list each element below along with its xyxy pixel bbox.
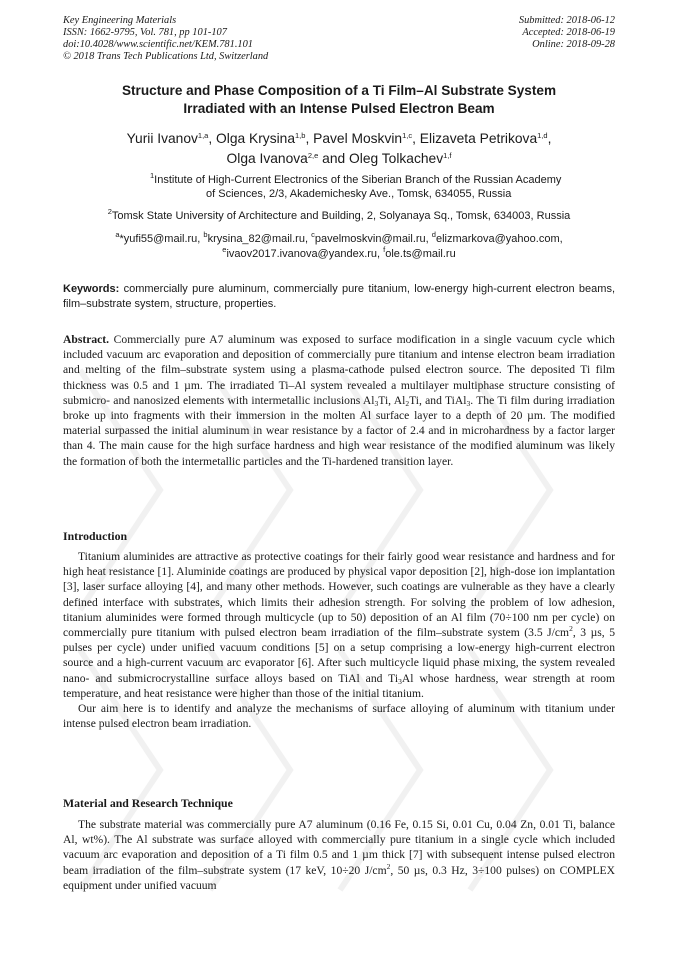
email-sup: d bbox=[431, 230, 436, 239]
paragraph-text: , 3 µs, 5 pulses per cycle) under unified vacuum conditions [5] on a setup comprising a low-energy high-current electron source and a high-current vacuum arc evaporator [6]. After such multicycle liquid phase mixing, the system revealed nano- and submicrocrystalline surface alloys based on TiAl and Ti bbox=[63, 626, 615, 685]
author-name: Pavel Moskvin bbox=[313, 131, 403, 146]
author-sep: , bbox=[208, 131, 213, 146]
abstract-text: Ti, Al bbox=[378, 393, 406, 407]
introduction-paragraph-2: Our aim here is to identify and analyze the mechanisms of surface alloying of aluminum with titanium under intense pulsed electron beam irradiation. bbox=[63, 702, 615, 731]
author-sep: , bbox=[412, 131, 416, 146]
submitted-date: Submitted: 2018-06-12 bbox=[518, 15, 615, 26]
author-sup: 1,f bbox=[443, 150, 452, 160]
email-address: ivaov2017.ivanova@yandex.ru, bbox=[226, 247, 381, 260]
author-sup: 2,e bbox=[307, 150, 319, 160]
subscript: 3 bbox=[398, 676, 402, 686]
paragraph-text: Titanium aluminides are attractive as protective coatings for their fairly good wear resistance and hardness and for high heat resistance [1]. Aluminide coatings are produced by physical vapor deposition [2], high-dose ion implantation [3], laser surface alloying [4], and many other methods. However, such coatings are vulnerable as they have a clearly defined interface with substrates, which limits their adhesion strength. For solving the problem of low adhesion, titanium aluminides were formed through multicycle (up to 50) deposition of an Al film (70÷100 nm per cycle) on commercially pure titanium with pulsed electron beam irradiation of the film–substrate system (3.5 J/cm bbox=[63, 550, 615, 640]
subscript: 2 bbox=[405, 398, 410, 408]
author-line-2 bbox=[63, 149, 615, 169]
email-address: elizmarkova@yahoo.com, bbox=[435, 233, 563, 245]
author-sup: 1,c bbox=[402, 131, 413, 140]
email-line-1 bbox=[63, 232, 615, 247]
keywords-text: commercially pure aluminum, commercially pure titanium, low-energy high-current electron beams, film–substrate system, structure, properties. bbox=[63, 283, 615, 310]
author-name: Olga Ivanova bbox=[226, 150, 308, 166]
paper-title bbox=[63, 82, 615, 118]
introduction-heading: Introduction bbox=[63, 529, 128, 543]
email-line-2 bbox=[63, 244, 615, 262]
doi-line: doi:10.4028/www.scientific.net/KEM.781.101 bbox=[63, 39, 253, 51]
subscript: 3 bbox=[466, 398, 471, 408]
author-sup: 1,a bbox=[197, 131, 209, 140]
journal-header bbox=[63, 15, 268, 63]
title-line-1: Structure and Phase Composition of a Ti Film–Al Substrate System bbox=[121, 83, 557, 98]
author-name: Oleg Tolkachev bbox=[349, 150, 444, 166]
abstract-block bbox=[63, 332, 615, 469]
email-address: krysina_82@mail.ru, bbox=[207, 233, 309, 245]
paragraph-text: , 50 µs, 0.3 Hz, 3÷100 pulses) on COMPLEX equipment under unified vacuum bbox=[63, 863, 615, 892]
paragraph-text: Al whose hardness, wear strength at room temperature, and heat resistance were higher than those of the initial titanium. bbox=[63, 671, 615, 700]
method-heading: Material and Research Technique bbox=[63, 796, 233, 810]
abstract-text: . The Ti film during irradiation broke up into fragments with their immersion in the molten Al surface layer to a depth of 20 µm. The modified material surpassed the initial aluminum in wear resistance by a factor of 2.4 and in microhardness by a factor larger than 4. The main cause for the high surface hardness and high wear resistance of the modified aluminum was likely the formation of both the intermetallic particles and the Ti-hardened transition layer. bbox=[63, 393, 615, 468]
superscript: 2 bbox=[569, 624, 573, 634]
introduction-paragraph-1 bbox=[63, 549, 615, 701]
author-sup: 1,d bbox=[537, 131, 548, 140]
author-sep: , bbox=[305, 131, 310, 146]
subscript: 3 bbox=[374, 398, 379, 408]
affiliation-text: of Sciences, 2/3, Akademichesky Ave., Tomsk, 634055, Russia bbox=[206, 187, 512, 200]
abstract-text: Commercially pure A7 aluminum was exposed to surface modification in a single vacuum cycle which included vacuum arc evaporation and deposition of commercially pure titanium and intense electron beam irradiation and melting of the film–substrate system using a plasma-cathode pulsed electron source. The deposited Ti film thickness was 0.5 and 1 µm. The irradiated Ti–Al system revealed a multilayer multiphase structure consisting of submicro- and nanosized elements with intermetallic inclusions Al bbox=[63, 333, 615, 407]
accepted-date: Accepted: 2018-06-19 bbox=[522, 27, 615, 39]
method-body bbox=[63, 817, 615, 893]
email-address: ole.ts@mail.ru bbox=[385, 247, 456, 260]
abstract-label: Abstract. bbox=[63, 333, 110, 346]
affiliation-text: Tomsk State University of Architecture and Building, 2, Solyanaya Sq., Tomsk, 634003, Russia bbox=[111, 210, 571, 222]
author-sep: , bbox=[547, 131, 552, 146]
author-name: Olga Krysina bbox=[216, 131, 296, 146]
email-sup: b bbox=[203, 230, 208, 239]
email-sup: a bbox=[115, 230, 120, 239]
author-sep: and bbox=[322, 150, 346, 166]
affiliation-1-line-1 bbox=[150, 171, 620, 188]
copyright-line: © 2018 Trans Tech Publications Ltd, Switzerland bbox=[63, 51, 269, 63]
keywords-block bbox=[63, 282, 615, 311]
email-sup: c bbox=[311, 230, 315, 239]
author-name: Yurii Ivanov bbox=[126, 131, 198, 146]
superscript: 2 bbox=[386, 861, 391, 871]
method-paragraph-1 bbox=[63, 817, 615, 893]
email-list bbox=[63, 232, 615, 261]
author-sup: 1,b bbox=[295, 131, 306, 140]
online-date: Online: 2018-09-28 bbox=[532, 39, 615, 51]
email-address: yufi55@mail.ru, bbox=[123, 233, 201, 245]
affiliation-sup: 1 bbox=[150, 171, 155, 180]
affiliation-sup: 2 bbox=[107, 207, 112, 216]
author-line-1 bbox=[63, 129, 615, 149]
affiliation-1 bbox=[150, 171, 620, 201]
email-sup: f bbox=[383, 244, 386, 254]
introduction-body bbox=[63, 549, 615, 731]
corresponding-mark: * bbox=[119, 233, 124, 245]
abstract-text: Ti, and TiAl bbox=[409, 393, 467, 407]
issn-line: ISSN: 1662-9795, Vol. 781, pp 101-107 bbox=[63, 27, 227, 39]
author-name: Elizaveta Petrikova bbox=[419, 131, 538, 146]
affiliation-2 bbox=[63, 207, 615, 224]
affiliation-text: Institute of High-Current Electronics of the Siberian Branch of the Russian Academy bbox=[154, 174, 562, 186]
email-address: pavelmoskvin@mail.ru, bbox=[314, 233, 429, 245]
affiliation-1-line-2 bbox=[150, 188, 620, 202]
dates-header bbox=[519, 15, 615, 51]
journal-name: Key Engineering Materials bbox=[63, 15, 177, 26]
author-list bbox=[63, 129, 615, 168]
title-line-2: Irradiated with an Intense Pulsed Electron Beam bbox=[183, 101, 495, 116]
paragraph-text: The substrate material was commercially pure A7 aluminum (0.16 Fe, 0.15 Si, 0.01 Cu, 0.04 Zn, 0.01 Ti, balance Al, wt%). The Al substrate was surface alloyed with commercially pure titanium in a single cycle which included vacuum arc evaporation and deposition of a Ti film 0.5 and 1 µm thick [7] with subsequent intense pulsed electron beam irradiation of the film–substrate system (17 keV, 10÷20 J/cm bbox=[63, 818, 615, 877]
keywords-label: Keywords: bbox=[63, 283, 120, 295]
email-sup: e bbox=[222, 244, 227, 254]
